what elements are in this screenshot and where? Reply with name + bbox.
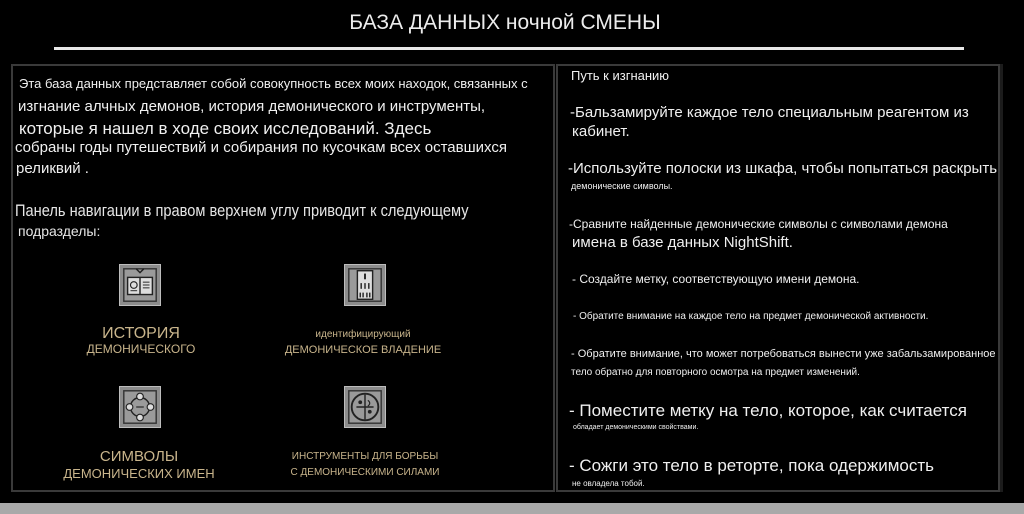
exorcism-steps-panel [556,64,1000,492]
nav-intro: Панель навигации в правом верхнем углу приводит к следующему [15,201,469,220]
identify-possession-label[interactable] [273,329,453,356]
circle-sigil-icon [345,387,385,427]
step-line: - Обратите внимание, что может потребоваться вынести уже забальзамированное [571,348,996,360]
book-icon [120,265,160,305]
category-title: идентифицирующий [315,329,411,340]
step-line: -Сравните найденные демонические символы с символами демона [569,217,948,231]
demon-symbols-link[interactable] [119,386,161,428]
intro-line: изгнание алчных демонов, история демонического и инструменты, [18,98,486,115]
intro-line: реликвий . [16,160,89,177]
title-divider [54,47,964,50]
steps-heading: Путь к изгнанию [571,68,670,83]
step-line: - Сожги это тело в реторте, пока одержимость [569,456,935,475]
history-demonic-label[interactable] [61,325,221,357]
page-title: БАЗА ДАННЫХ ночной СМЕНЫ [349,11,661,34]
intro-line: Эта база данных представляет собой совокупность всех моих находок, связанных с [19,76,528,91]
step-line: имена в базе данных NightShift. [572,234,793,251]
category-title: ИСТОРИЯ [102,325,180,342]
tablet-icon [345,265,385,305]
category-title: ИНСТРУМЕНТЫ ДЛЯ БОРЬБЫ [291,451,439,462]
step-line: обладает демоническими свойствами. [573,424,699,431]
step-line: кабинет. [572,123,630,140]
category-subtitle: ДЕМОНИЧЕСКОЕ ВЛАДЕНИЕ [284,343,442,356]
step-line: - Создайте метку, соответствующую имени демона. [572,272,860,286]
intro-line: собраны годы путешествий и собирания по кусочкам всех оставшихся [15,139,507,156]
category-title: СИМВОЛЫ [99,448,179,465]
category-subtitle: ДЕМОНИЧЕСКОГО [86,342,196,357]
history-demonic-link[interactable] [119,264,161,306]
demon-symbols-label[interactable] [59,448,219,482]
category-subtitle: ДЕМОНИЧЕСКИХ ИМЕН [63,466,215,482]
intro-panel [11,64,555,492]
nav-intro-subsections: подразделы: [18,223,101,239]
demon-tools-link[interactable] [344,386,386,428]
step-line: -Используйте полоски из шкафа, чтобы попытаться раскрыть [568,160,998,177]
step-line: - Поместите метку на тело, которое, как считается [569,401,967,420]
step-line: -Бальзамируйте каждое тело специальным реагентом из [570,104,969,121]
symbol-ring-icon [120,387,160,427]
step-line: демонические символы. [571,181,673,191]
identify-possession-link[interactable] [344,264,386,306]
intro-line: которые я нашел в ходе своих исследований. Здесь [19,119,432,138]
step-line: не овладела тобой. [572,479,645,488]
step-line: - Обратите внимание на каждое тело на предмет демонической активности. [573,311,929,322]
category-subtitle: С ДЕМОНИЧЕСКИМИ СИЛАМИ [290,466,440,478]
demon-tools-label[interactable] [279,451,451,478]
step-line: тело обратно для повторного осмотра на предмет изменений. [571,367,860,378]
